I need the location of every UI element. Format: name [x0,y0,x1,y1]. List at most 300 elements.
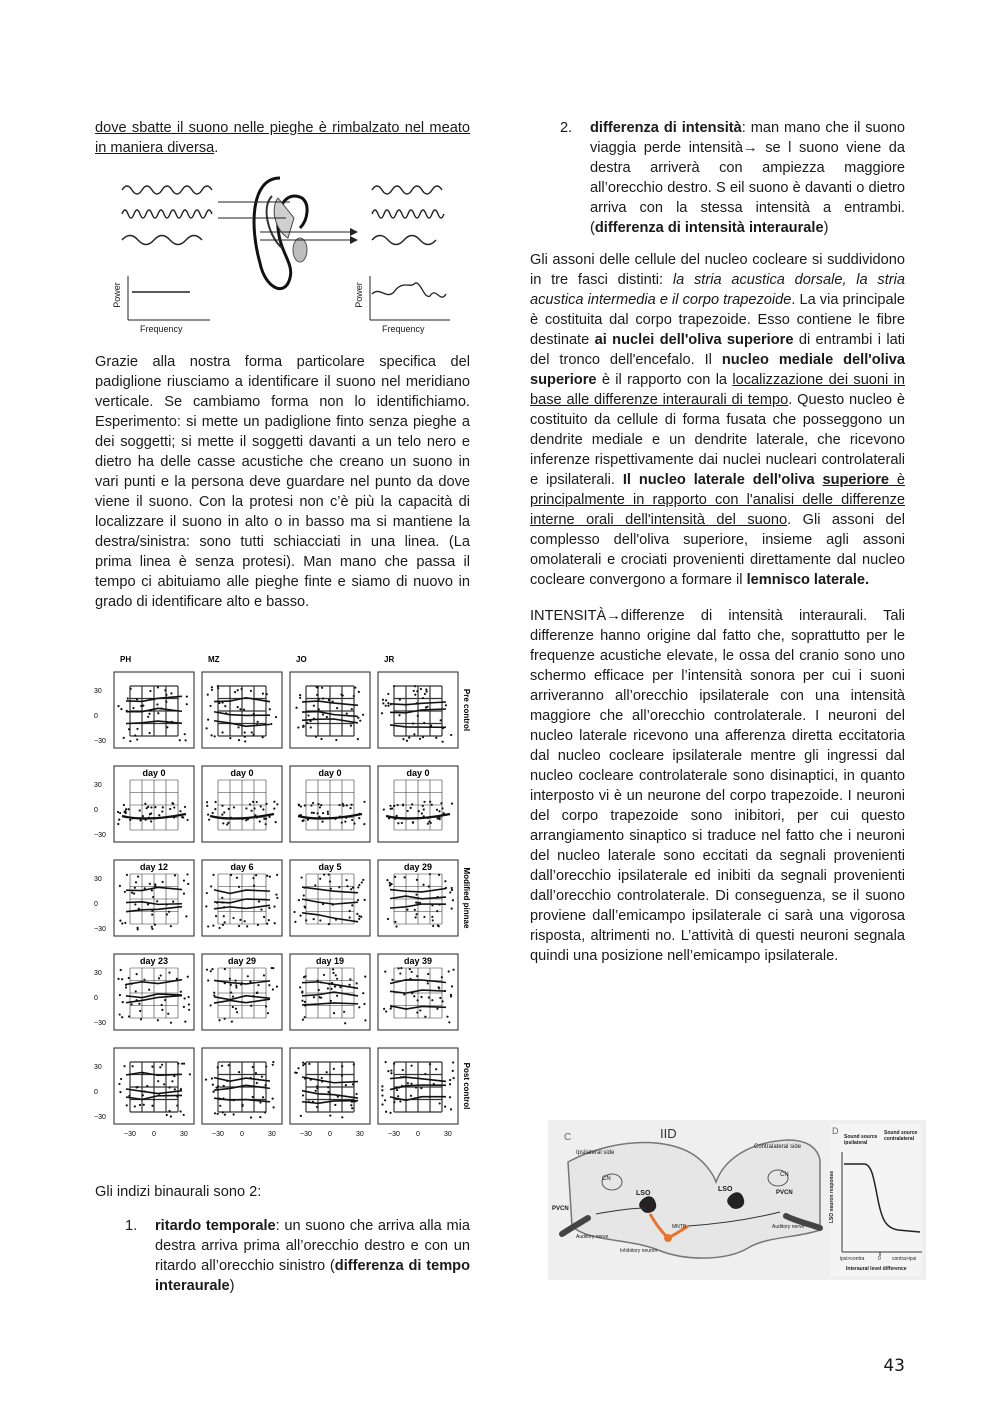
grid-dot [252,1066,254,1068]
grid-dot [125,984,127,986]
grid-dot [134,903,136,905]
grid-dot [396,815,398,817]
item1-bold2: differenza di tempo interaurale [155,1258,471,1294]
grid-dot [418,810,420,812]
grid-dot [410,807,412,809]
grid-dot [253,995,255,997]
p2-b: . La via principale è costituita dal corpo trapezoide. Esso contiene le fibre destinate [530,292,905,348]
grid-y-tick: −30 [94,926,106,933]
grid-dot [226,1080,228,1082]
grid-dot [452,1061,454,1063]
grid-dot [415,894,417,896]
grid-x-tick: 0 [240,1131,244,1138]
grid-panel-label: day 12 [139,862,169,872]
grid-dot [241,1104,243,1106]
grid-dot [210,705,212,707]
grid-dot [357,738,359,740]
grid-dot [134,734,136,736]
grid-dot [151,914,153,916]
grid-dot [346,879,348,881]
grid-dot [390,1006,392,1008]
grid-dot [218,927,220,929]
grid-dot [438,987,440,989]
grid-dot [444,1106,446,1108]
grid-dot [126,874,128,876]
fig1-xlabel-right: Frequency [382,324,425,334]
grid-dot [233,1099,235,1101]
grid-dot [206,969,208,971]
grid-dot [215,801,217,803]
grid-dot [252,877,254,879]
grid-dot [388,817,390,819]
grid-dot [207,979,209,981]
item1-text: : un suono che arriva alla mia destra arriva prima all’orecchio destro e con un ritardo all’orecchio sinistro ( [155,1218,470,1274]
grid-x-tick: 0 [416,1131,420,1138]
panel-c-label: C [564,1132,572,1143]
grid-dot [439,997,441,999]
grid-dot [332,968,334,970]
grid-dot [212,1091,214,1093]
grid-dot [148,713,150,715]
grid-dot [294,921,296,923]
grid-dot [353,695,355,697]
p2-bold4: lemnisco laterale. [746,572,870,588]
inhibitory-neuron-label: Inhibitory neuron [620,1248,658,1254]
grid-dot [266,923,268,925]
grid-dot [177,1063,179,1065]
grid-dot [303,894,305,896]
grid-dot [331,982,333,984]
grid-dot [265,1084,267,1086]
grid-dot [213,992,215,994]
grid-dot [244,920,246,922]
grid-dot [149,710,151,712]
grid-dot [257,924,259,926]
grid-dot [211,689,213,691]
grid-dot [297,726,299,728]
grid-dot [346,885,348,887]
grid-dot [346,712,348,714]
grid-dot [342,803,344,805]
grid-dot [126,710,128,712]
grid-dot [187,976,189,978]
grid-dot [244,740,246,742]
grid-dot [297,1067,299,1069]
grid-dot [265,818,267,820]
grid-dot [431,999,433,1001]
grid-dot [351,1107,353,1109]
grid-dot [172,803,174,805]
grid-dot [150,820,152,822]
grid-dot [327,813,329,815]
grid-dot [318,708,320,710]
p2-bold-underline: superiore [822,472,889,488]
grid-dot [119,1013,121,1015]
grid-dot [334,1104,336,1106]
grid-dot [441,1000,443,1002]
grid-dot [328,923,330,925]
grid-dot [301,876,303,878]
grid-dot [390,883,392,885]
grid-dot [381,1085,383,1087]
grid-dot [168,972,170,974]
grid-dot [424,1073,426,1075]
grid-dot [313,812,315,814]
grid-dot [384,1099,386,1101]
grid-dot [321,687,323,689]
fig1-ylabel-left: Power [111,282,122,308]
grid-dot [327,1086,329,1088]
grid-dot [228,808,230,810]
grid-dot [158,1093,160,1095]
grid-dot [449,1083,451,1085]
grid-dot [123,737,125,739]
grid-dot [215,915,217,917]
grid-dot [390,1008,392,1010]
grid-dot [327,1091,329,1093]
p2-bold1: ai nuclei dell'oliva superiore [594,332,794,348]
grid-dot [150,806,152,808]
grid-dot [402,738,404,740]
grid-dot [328,983,330,985]
grid-dot [381,712,383,714]
grid-dot [219,1105,221,1107]
grid-dot [256,724,258,726]
grid-dot [158,814,160,816]
intro-paragraph [95,118,470,158]
grid-dot [189,1073,191,1075]
grid-dot [210,885,212,887]
grid-dot [390,1072,392,1074]
grid-dot [256,991,258,993]
item1-bold: ritardo temporale [155,1218,276,1234]
grid-dot [253,885,255,887]
grid-dot [250,690,252,692]
p2-italic: la stria acustica dorsale, la stria acustica intermedia e il corpo trapezoide [530,272,905,308]
grid-dot [336,995,338,997]
grid-dot [445,887,447,889]
grid-dot [121,922,123,924]
grid-dot [268,919,270,921]
grid-dot [184,806,186,808]
grid-dot [413,995,415,997]
grid-dot [304,1001,306,1003]
grid-dot [333,1068,335,1070]
grid-dot [351,819,353,821]
grid-y-tick: 0 [94,1089,98,1096]
grid-dot [166,1114,168,1116]
grid-dot [221,814,223,816]
grid-dot [393,805,395,807]
grid-dot [265,1065,267,1067]
grid-dot [172,901,174,903]
grid-dot [381,1089,383,1091]
grid-dot [235,986,237,988]
grid-dot [252,734,254,736]
grid-dot [440,719,442,721]
grid-dot [451,889,453,891]
grid-dot [401,822,403,824]
grid-dot [432,925,434,927]
grid-dot [385,1010,387,1012]
grid-dot [450,734,452,736]
grid-dot [321,821,323,823]
grid-dot [230,991,232,993]
grid-dot [452,969,454,971]
grid-dot [164,999,166,1001]
grid-dot [385,1111,387,1113]
mntb-label: MNTB [672,1224,687,1230]
grid-dot [272,967,274,969]
pinna-paragraph: Grazie alla nostra forma particolare specifica del padiglione riusciamo a identificare il suono nel meridiano verticale. Se cambiamo forma non lo identifichiamo. Esperimento: si mette un padiglione finto senza pieghe a dei soggetti; si mette il soggetti davanti a un telo nero e dietro ha delle casse acustiche che creano un suono in vari punti e la persona deve guardare nel punto da dove viene il suono. Con la protesi non c’è più la capacità di localizzare il suono in alto o in basso ma si mantiene la destra/sinistra: sono tutti schiacciati in una linea. (La prima linea è senza protesi). Man mano che passa il tempo ci abituiamo alle pieghe finte e siamo di nuovo in grado di identificare alto e basso. [95,354,470,610]
grid-dot [341,822,343,824]
grid-dot [214,1112,216,1114]
grid-dot [414,685,416,687]
grid-dot [153,698,155,700]
grid-dot [276,986,278,988]
grid-dot [239,919,241,921]
grid-dot [428,885,430,887]
grid-dot [123,811,125,813]
grid-dot [389,805,391,807]
grid-dot [270,723,272,725]
grid-dot [144,803,146,805]
panel-d-label: D [832,1126,839,1136]
grid-dot [176,1096,178,1098]
grid-dot [394,876,396,878]
grid-dot [273,905,275,907]
grid-dot [308,1101,310,1103]
grid-dot [337,1096,339,1098]
grid-dot [335,974,337,976]
grid-dot [416,1011,418,1013]
x-right-label: contra>ipsi [892,1256,917,1262]
grid-dot [313,996,315,998]
grid-y-tick: 30 [94,970,102,977]
grid-panel-label: day 23 [139,956,169,966]
grid-dot [381,1094,383,1096]
grid-dot [151,1066,153,1068]
grid-dot [389,1112,391,1114]
grid-dot [176,978,178,980]
grid-dot [319,806,321,808]
grid-dot [222,901,224,903]
grid-dot [342,694,344,696]
grid-dot [394,818,396,820]
grid-dot [128,728,130,730]
grid-dot [120,708,122,710]
grid-dot [166,913,168,915]
grid-panel-label: day 5 [318,862,342,872]
grid-dot [300,805,302,807]
grid-dot [437,924,439,926]
grid-dot [186,703,188,705]
grid-dot [322,812,324,814]
grid-dot [322,697,324,699]
grid-dot [315,1090,317,1092]
grid-dot [225,712,227,714]
grid-dot [408,737,410,739]
grid-dot [438,810,440,812]
grid-dot [121,978,123,980]
grid-dot [433,1083,435,1085]
grid-dot [452,899,454,901]
grid-dot [205,905,207,907]
grid-dot [358,884,360,886]
intro-underlined-text: dove sbatte il suono nelle pieghe è rimbalzato nel meato in maniera diversa [95,120,470,156]
grid-dot [441,741,443,743]
grid-dot [229,978,231,980]
grid-dot [317,686,319,688]
grid-dot [332,904,334,906]
grid-dot [273,801,275,803]
fig1-ylabel-right: Power [353,282,364,308]
grid-dot [330,888,332,890]
grid-dot [430,725,432,727]
grid-dot [387,693,389,695]
grid-dot [306,722,308,724]
grid-dot [351,904,353,906]
grid-dot [206,727,208,729]
grid-dot [356,982,358,984]
grid-dot [238,739,240,741]
binaural-intro: Gli indizi binaurali sono 2: [95,1184,262,1200]
grid-dot [444,990,446,992]
grid-dot [136,999,138,1001]
grid-dot [223,915,225,917]
grid-dot [417,999,419,1001]
grid-dot [128,1015,130,1017]
grid-dot [387,1070,389,1072]
grid-dot [403,993,405,995]
grid-dot [273,1106,275,1108]
grid-dot [121,1016,123,1018]
p2-d: è il rapporto con la [596,372,733,388]
grid-dot [138,1003,140,1005]
grid-dot [407,810,409,812]
grid-dot [436,896,438,898]
grid-dot [212,924,214,926]
grid-dot [320,738,322,740]
grid-dot [304,1063,306,1065]
grid-dot [394,921,396,923]
grid-dot [161,810,163,812]
grid-dot [258,900,260,902]
grid-dot [452,1070,454,1072]
grid-dot [304,1004,306,1006]
grid-dot [124,922,126,924]
grid-dot [206,805,208,807]
grid-dot [353,822,355,824]
cn-left-label: CN [602,1176,611,1182]
grid-dot [415,1086,417,1088]
grid-dot [328,699,330,701]
grid-dot [151,889,153,891]
grid-dot [383,808,385,810]
grid-dot [179,810,181,812]
grid-dot [237,706,239,708]
grid-dot [320,997,322,999]
grid-dot [420,996,422,998]
localization-grid-svg [92,648,474,1138]
grid-dot [161,1004,163,1006]
grid-dot [411,992,413,994]
grid-dot [129,819,131,821]
grid-dot [429,1063,431,1065]
grid-dot [188,1009,190,1011]
grid-dot [328,873,330,875]
item1-end: ) [229,1278,235,1294]
grid-dot [253,713,255,715]
grid-dot [385,705,387,707]
grid-dot [303,887,305,889]
grid-dot [249,981,251,983]
grid-dot [211,968,213,970]
grid-dot [294,1071,296,1073]
grid-dot [160,974,162,976]
grid-x-tick: 30 [356,1131,364,1138]
grid-dot [435,737,437,739]
grid-y-tick: 30 [94,782,102,789]
grid-dot [154,885,156,887]
grid-dot [162,881,164,883]
grid-dot [304,1016,306,1018]
grid-dot [231,1021,233,1023]
grid-dot [131,891,133,893]
grid-dot [385,699,387,701]
grid-dot [218,1019,220,1021]
grid-dot [349,916,351,918]
grid-dot [316,1106,318,1108]
grid-dot [179,1110,181,1112]
grid-dot [154,924,156,926]
list-item-1 [95,1216,470,1296]
grid-dot [181,1063,183,1065]
grid-dot [442,727,444,729]
grid-dot [133,893,135,895]
grid-dot [441,807,443,809]
grid-dot [174,1088,176,1090]
grid-dot [179,739,181,741]
grid-dot [147,903,149,905]
grid-dot [354,687,356,689]
grid-dot [302,1019,304,1021]
grid-dot [407,1082,409,1084]
grid-dot [363,801,365,803]
grid-dot [173,1075,175,1077]
grid-dot [333,1012,335,1014]
grid-y-tick: 0 [94,995,98,1002]
grid-dot [350,725,352,727]
grid-dot [334,818,336,820]
p2-underline1: localizzazione dei suoni in base alle differenze interaurali di tempo [530,372,905,408]
grid-dot [185,739,187,741]
grid-dot [399,972,401,974]
grid-dot [443,812,445,814]
grid-dot [251,810,253,812]
grid-panel-label: day 0 [406,768,430,778]
grid-dot [165,694,167,696]
grid-y-tick: −30 [94,1020,106,1027]
grid-dot [357,717,359,719]
grid-dot [255,874,257,876]
grid-dot [211,1077,213,1079]
grid-dot [423,722,425,724]
grid-dot [221,731,223,733]
grid-dot [450,995,452,997]
grid-dot [186,873,188,875]
grid-dot [236,1011,238,1013]
